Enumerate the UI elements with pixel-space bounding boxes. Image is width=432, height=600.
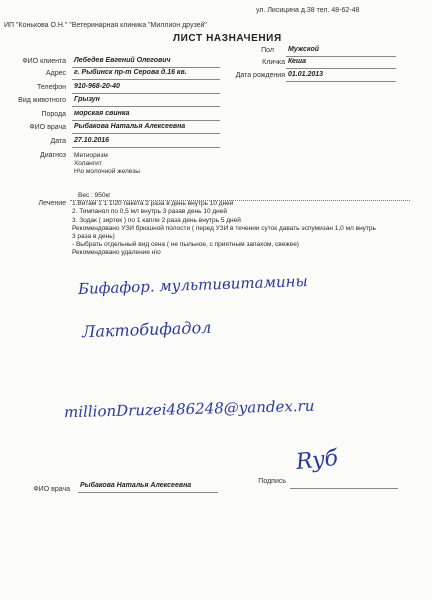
nickname-value: Кеша [288, 58, 307, 65]
treatment-rule [70, 200, 410, 201]
dob-value: 01.01.2013 [288, 71, 324, 78]
treatment-item: 3. Зодак ( зиртек ) по 1 капле 2 раза день внутрь 5 дней [72, 216, 241, 224]
clinic-name: ИП "Конькова О.Н." "Ветеринарная клиника "Миллион друзей" [4, 22, 207, 29]
date-value: 27.10.2016 [74, 137, 110, 144]
address-value: г. Рыбинск пр-т Серова д.16 кв. [74, 69, 187, 76]
phone-label: Телефон [36, 84, 66, 91]
diagnosis-item: Н\о молочной железы [74, 168, 140, 176]
phone-value: 910-968-20-40 [74, 83, 120, 90]
diagnosis-list [74, 152, 140, 177]
client-underline [72, 67, 220, 68]
nickname-label: Кличка [262, 59, 285, 66]
address-underline [72, 79, 220, 80]
sex-value: Мужской [288, 46, 320, 53]
diagnosis-label: Диагноз [40, 152, 66, 159]
treatment-weight: Вес : 950кг [78, 192, 111, 199]
doctor-label: ФИО врача [29, 124, 66, 131]
treatment-item: - Выбрать отдельный вид сена ( не пыльное, с приятным запахом, свежее) [72, 241, 299, 249]
footer-doctor-value: Рыбакова Наталья Алексеевна [80, 482, 192, 489]
client-label: ФИО клиента [22, 58, 66, 65]
breed-label: Порода [41, 111, 66, 118]
date-label: Дата [50, 138, 66, 145]
address-label: Адрес [45, 70, 66, 77]
page-title: ЛИСТ НАЗНАЧЕНИЯ [173, 33, 282, 44]
sex-label: Пол [261, 47, 274, 54]
breed-value: морская свинка [74, 110, 130, 117]
dob-underline [286, 81, 396, 82]
doctor-value: Рыбакова Наталья Алексеевна [74, 123, 186, 130]
treatment-item: 1.Витам 1 1 1\20 пакета 2 раза в день внутрь 10 дней [72, 200, 234, 208]
sex-underline [286, 56, 396, 57]
client-value: Лебедев Евгений Олегович [74, 57, 171, 64]
signature-underline [290, 488, 398, 489]
treatment-item: Рекомендовано УЗИ брюшной полости ( перед УЗИ в течении суток давать эспумизан 1,0 мл внутрь [72, 224, 376, 232]
treatment-item: 2. Тимпанол по 0,5 мл внутрь 3 разав день 10 дней [72, 208, 228, 216]
diagnosis-item: Метиоризм [74, 152, 108, 159]
clinic-address: ул. Лисицина д.38 тел. 48-62-48 [256, 7, 360, 14]
handwritten-email: millionDruzei486248@yandex.ru [63, 396, 315, 422]
treatment-item: 3 раза в день) [72, 233, 115, 241]
treatment-label: Лечение [38, 200, 66, 207]
treatment-item: Рекомендовано удаление н\о [72, 249, 161, 257]
footer-doctor-label: ФИО врача [33, 486, 70, 493]
nickname-underline [286, 68, 396, 69]
signature-label: Подпись [258, 478, 286, 485]
date-underline [72, 147, 220, 148]
phone-underline [72, 93, 220, 94]
footer-doctor-underline [78, 492, 218, 493]
doctor-underline [72, 133, 220, 134]
species-label: Вид животного [18, 97, 66, 104]
handwritten-line-2: Лактобифадол [81, 317, 212, 342]
handwritten-signature: Ryб [294, 445, 340, 476]
species-value: Грызун [74, 96, 100, 103]
species-underline [72, 106, 220, 107]
breed-underline [72, 120, 220, 121]
treatment-list [72, 192, 376, 258]
dob-label: Дата рождения [235, 72, 285, 79]
diagnosis-item: Холангит [74, 160, 102, 168]
handwritten-line-1: Бифафор. мультивитамины [77, 271, 309, 299]
